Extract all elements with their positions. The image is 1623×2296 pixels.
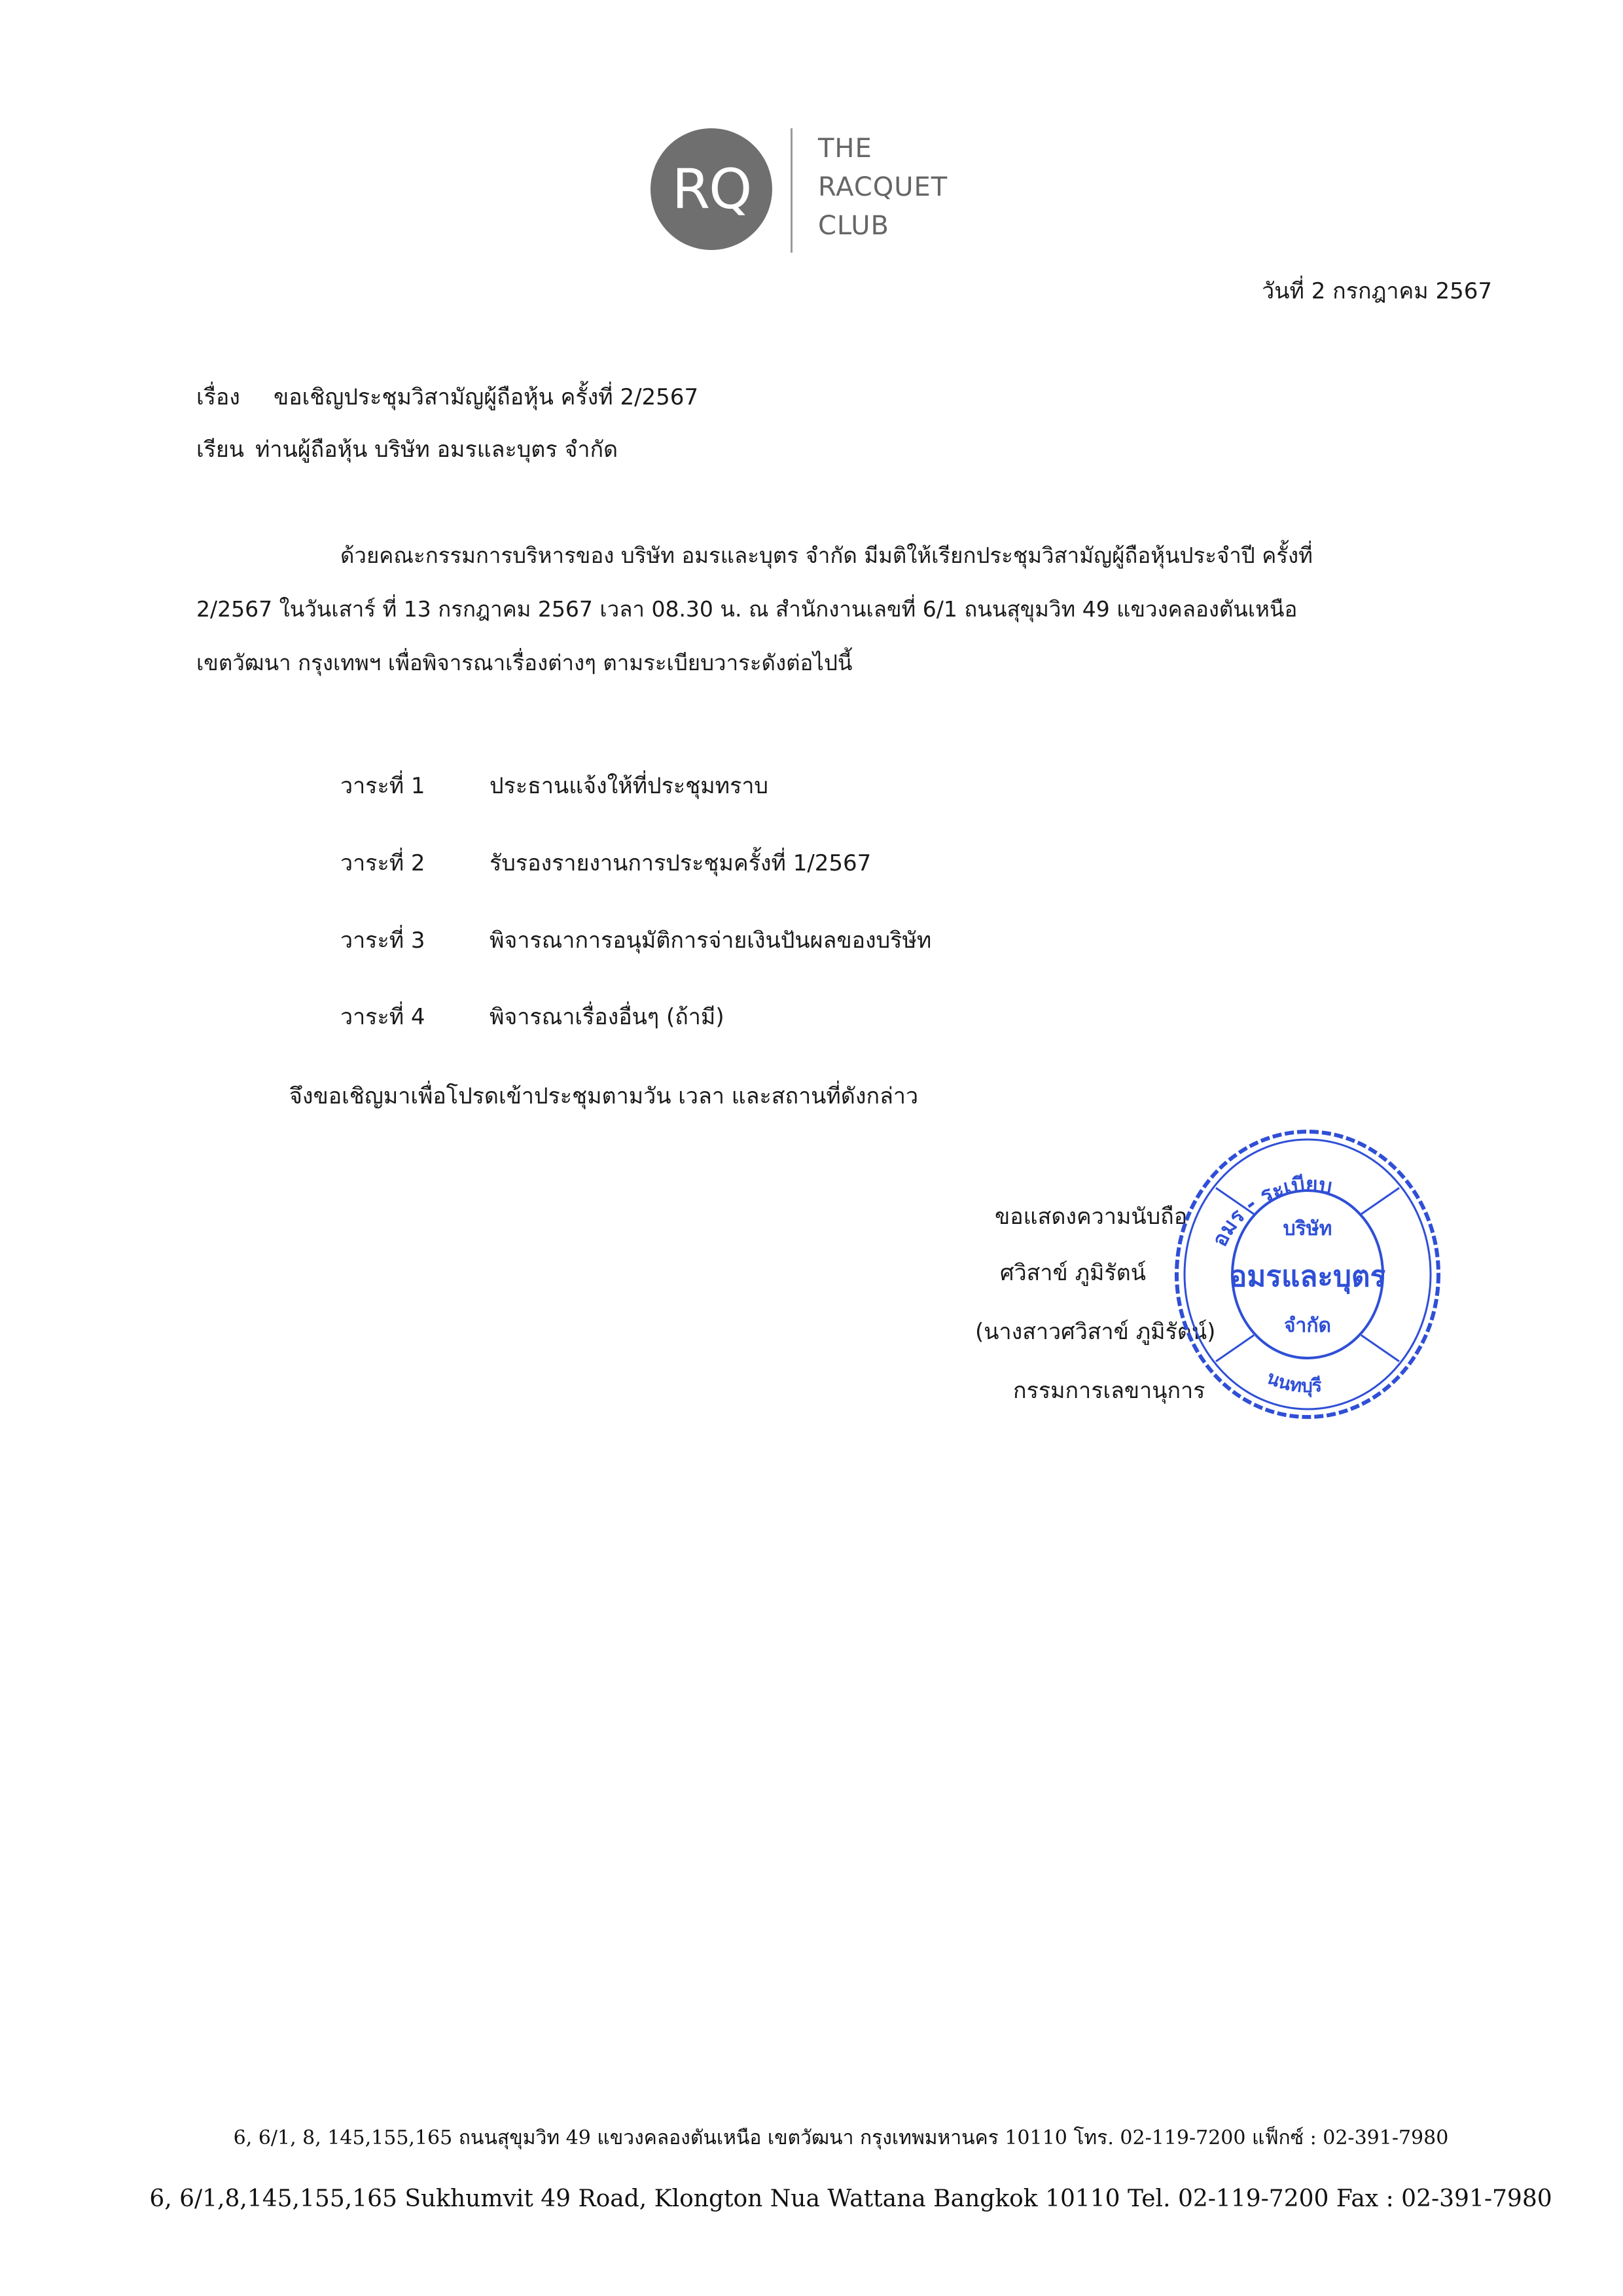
letter-date: วันที่ 2 กรกฎาคม 2567 bbox=[1262, 278, 1492, 304]
footer-address-english: 6, 6/1,8,145,155,165 Sukhumvit 49 Road, Klongton Nua Wattana Bangkok 10110 Tel. 02-119-7200 Fax : 02-391-7980 bbox=[149, 2185, 1552, 2212]
agenda-item-1: ประธานแจ้งให้ที่ประชุมทราบ bbox=[490, 773, 768, 799]
agenda-item-3: พิจารณาการอนุมัติการจ่ายเงินปันผลของบริษัท bbox=[490, 927, 932, 954]
agenda-label-2: วาระที่ 2 bbox=[340, 850, 425, 876]
subject-text: ขอเชิญประชุมวิสามัญผู้ถือหุ้น ครั้งที่ 2/2567 bbox=[274, 384, 699, 410]
stamp-line-2: อมรและบุตร bbox=[1229, 1260, 1386, 1293]
logo-word-racquet: RACQUET bbox=[818, 172, 948, 202]
footer-address-thai: 6, 6/1, 8, 145,155,165 ถนนสุขุมวิท 49 แขวงคลองตันเหนือ เขตวัฒนา กรุงเทพมหานคร 10110 โทร. 02-119-7200 แฟ็กซ์ : 02-391-7980 bbox=[233, 2126, 1449, 2149]
recipient-text: ท่านผู้ถือหุ้น บริษัท อมรและบุตร จำกัด bbox=[255, 437, 618, 463]
logo-word-club: CLUB bbox=[818, 211, 889, 241]
agenda-item-4: พิจารณาเรื่องอื่นๆ (ถ้ามี) bbox=[490, 1004, 724, 1030]
logo-badge bbox=[651, 128, 772, 250]
subject-label: เรื่อง bbox=[196, 384, 240, 410]
signature-position: กรรมการเลขานุการ bbox=[1013, 1378, 1205, 1404]
body-line-2: 2/2567 ในวันเสาร์ ที่ 13 กรกฎาคม 2567 เวลา 08.30 น. ณ สำนักงานเลขที่ 6/1 ถนนสุขุมวิท 49 แขวงคลองตันเหนือ bbox=[196, 596, 1298, 622]
agenda-item-2: รับรองรายงานการประชุมครั้งที่ 1/2567 bbox=[490, 850, 872, 876]
signature-regards: ขอแสดงความนับถือ bbox=[995, 1204, 1188, 1230]
logo-divider bbox=[791, 128, 793, 253]
stamp-top-arc: อมร - ระเบียบ bbox=[1207, 1172, 1334, 1251]
body-line-3: เขตวัฒนา กรุงเทพฯ เพื่อพิจารณาเรื่องต่างๆ ตามระเบียบวาระดังต่อไปนี้ bbox=[196, 650, 853, 675]
company-seal-stamp bbox=[1170, 1122, 1445, 1427]
signature-signed-name: ศวิสาข์ ภูมิรัตน์ bbox=[1000, 1260, 1146, 1286]
logo-mark: RQ bbox=[671, 157, 751, 221]
body-line-1: ด้วยคณะกรรมการบริหารของ บริษัท อมรและบุตร จำกัด มีมติให้เรียกประชุมวิสามัญผู้ถือหุ้นประจำปี ครั้งที่ bbox=[340, 543, 1313, 568]
signature-full-name: (นางสาวศวิสาข์ ภูมิรัตน์) bbox=[975, 1319, 1216, 1345]
stamp-bottom-arc: นนทบุรี bbox=[1263, 1366, 1323, 1397]
closing-line: จึงขอเชิญมาเพื่อโปรดเข้าประชุมตามวัน เวลา และสถานที่ดังกล่าว bbox=[289, 1083, 919, 1109]
stamp-line-3: จำกัด bbox=[1283, 1314, 1332, 1337]
recipient-label: เรียน bbox=[196, 437, 245, 463]
stamp-line-1: บริษัท bbox=[1283, 1217, 1332, 1240]
logo-word-the: THE bbox=[818, 134, 872, 164]
agenda-label-1: วาระที่ 1 bbox=[340, 773, 425, 799]
agenda-label-4: วาระที่ 4 bbox=[340, 1004, 425, 1030]
agenda-label-3: วาระที่ 3 bbox=[340, 927, 425, 954]
